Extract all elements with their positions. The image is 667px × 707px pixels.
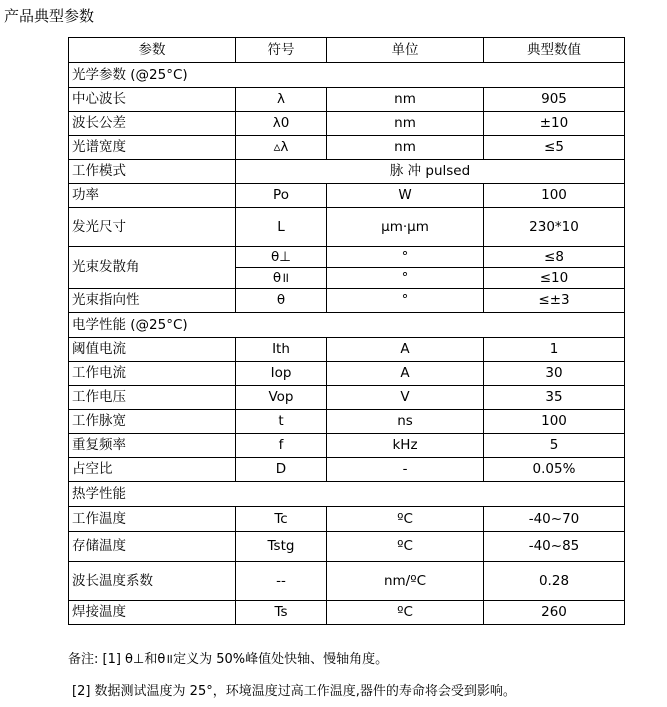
symbol-cell: ▵λ [236,136,327,160]
header-symbol: 符号 [236,38,327,63]
table-row [69,362,625,386]
unit-cell: kHz [327,434,484,458]
param-cell: 光束指向性 [69,289,236,313]
unit-cell: ns [327,410,484,434]
param-cell: 工作电压 [69,386,236,410]
table-row [69,338,625,362]
value-cell: 1 [484,338,625,362]
value-cell: 0.05% [484,458,625,482]
table-row [69,507,625,532]
value-cell: -40~85 [484,532,625,562]
unit-cell: ºC [327,532,484,562]
param-cell: 阈值电流 [69,338,236,362]
section-title: 光学参数 (@25°C) [69,63,625,88]
value-cell: 260 [484,601,625,625]
unit-cell: V [327,386,484,410]
header-param: 参数 [69,38,236,63]
unit-cell: W [327,184,484,208]
section-electrical [69,313,625,338]
value-cell: ≤5 [484,136,625,160]
section-title: 热学性能 [69,482,625,507]
table-row [69,184,625,208]
symbol-cell: θ॥ [236,268,327,289]
table-row [69,112,625,136]
param-cell: 发光尺寸 [69,208,236,247]
param-cell: 功率 [69,184,236,208]
table-row [69,160,625,184]
unit-cell: nm [327,112,484,136]
param-cell: 工作脉宽 [69,410,236,434]
section-optical [69,63,625,88]
param-cell: 工作模式 [69,160,236,184]
symbol-cell: λ0 [236,112,327,136]
symbol-cell: θ [236,289,327,313]
value-cell: 35 [484,386,625,410]
symbol-cell: Po [236,184,327,208]
header-value: 典型数值 [484,38,625,63]
unit-cell: nm/ºC [327,562,484,601]
unit-cell: μm·μm [327,208,484,247]
param-cell: 重复频率 [69,434,236,458]
unit-cell: ° [327,247,484,268]
value-cell: -40~70 [484,507,625,532]
note-1: 备注: [1] θ⊥和θ॥定义为 50%峰值处快轴、慢轴角度。 [68,652,389,667]
table-row [69,88,625,112]
symbol-cell: Vop [236,386,327,410]
param-cell: 工作温度 [69,507,236,532]
symbol-cell: Iop [236,362,327,386]
value-cell: 脉 冲 pulsed [236,160,625,184]
table-row [69,136,625,160]
value-cell: 230*10 [484,208,625,247]
spec-table [68,37,625,625]
param-cell: 波长公差 [69,112,236,136]
symbol-cell: L [236,208,327,247]
table-row [69,208,625,247]
header-unit: 单位 [327,38,484,63]
table-header-row [69,38,625,63]
value-cell: 905 [484,88,625,112]
symbol-cell: t [236,410,327,434]
value-cell: ≤8 [484,247,625,268]
symbol-cell: Tstg [236,532,327,562]
page-title: 产品典型参数 [4,7,95,25]
symbol-cell: -- [236,562,327,601]
table-row [69,289,625,313]
unit-cell: ° [327,268,484,289]
table-row [69,386,625,410]
param-cell: 波长温度系数 [69,562,236,601]
symbol-cell: θ⊥ [236,247,327,268]
section-thermal [69,482,625,507]
table-row [69,601,625,625]
param-cell: 中心波长 [69,88,236,112]
unit-cell: nm [327,136,484,160]
note-2: [2] 数据测试温度为 25°，环境温度过高工作温度,器件的寿命将会受到影响。 [72,684,516,699]
unit-cell: ºC [327,507,484,532]
symbol-cell: D [236,458,327,482]
unit-cell: nm [327,88,484,112]
table-row [69,458,625,482]
unit-cell: A [327,338,484,362]
section-title: 电学性能 (@25°C) [69,313,625,338]
symbol-cell: Ith [236,338,327,362]
unit-cell: - [327,458,484,482]
value-cell: ≤±3 [484,289,625,313]
param-cell: 存储温度 [69,532,236,562]
symbol-cell: Ts [236,601,327,625]
value-cell: ±10 [484,112,625,136]
table-row [69,434,625,458]
table-row [69,562,625,601]
unit-cell: ° [327,289,484,313]
param-cell: 光谱宽度 [69,136,236,160]
unit-cell: A [327,362,484,386]
value-cell: 0.28 [484,562,625,601]
unit-cell: ºC [327,601,484,625]
symbol-cell: Tc [236,507,327,532]
table-row [69,532,625,562]
param-cell: 光束发散角 [69,247,236,289]
value-cell: 100 [484,184,625,208]
param-cell: 焊接温度 [69,601,236,625]
value-cell: 5 [484,434,625,458]
value-cell: ≤10 [484,268,625,289]
symbol-cell: f [236,434,327,458]
table-row [69,410,625,434]
param-cell: 工作电流 [69,362,236,386]
table-row [69,247,625,268]
value-cell: 100 [484,410,625,434]
symbol-cell: λ [236,88,327,112]
value-cell: 30 [484,362,625,386]
param-cell: 占空比 [69,458,236,482]
